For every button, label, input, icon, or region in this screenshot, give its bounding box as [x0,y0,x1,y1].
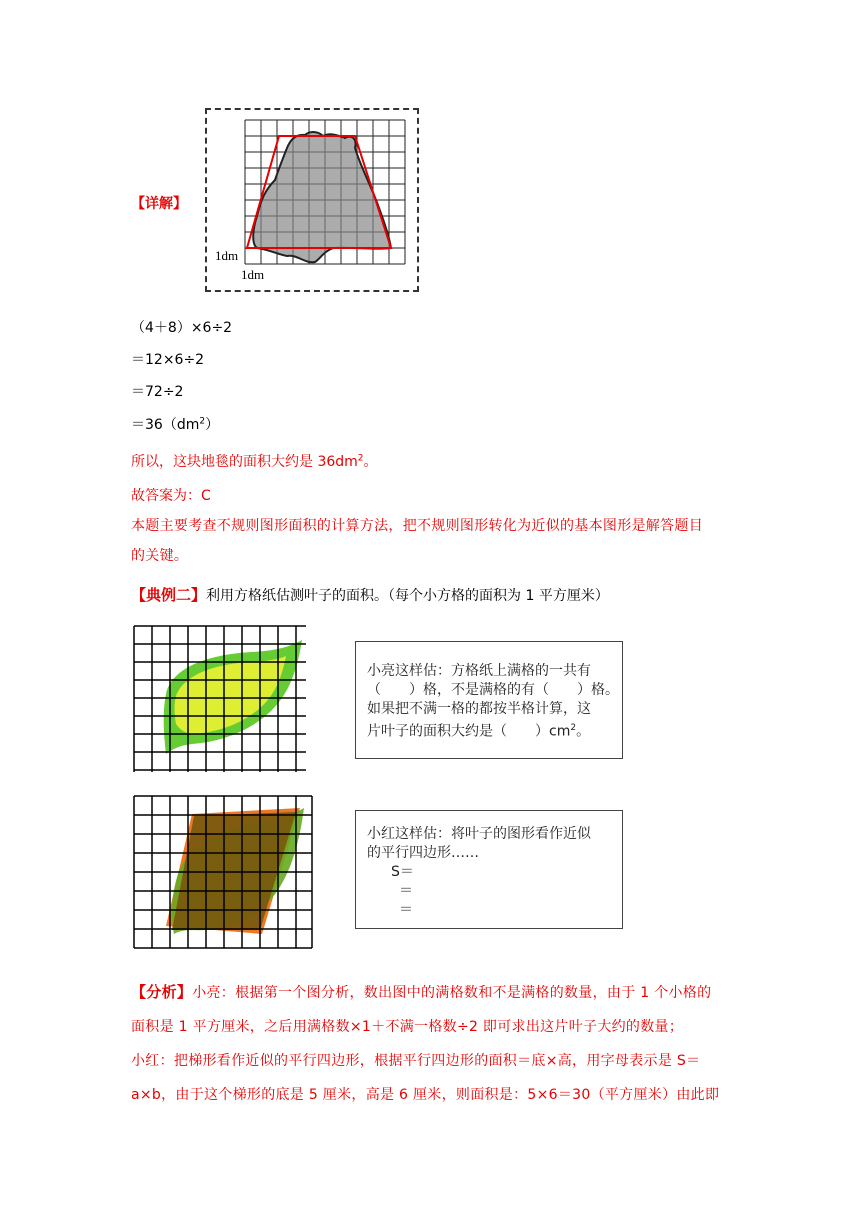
detail-label: 【详解】 [131,196,187,212]
xiaoliang-line-2: （ ）格，不是满格的有（ ）格。 [367,682,619,698]
analysis-line-4: a×b，由于这个梯形的底是 5 厘米，高是 6 厘米，则面积是：5×6＝30（平方厘米）由此即 [131,1087,720,1103]
xiaohong-box [355,810,623,929]
unit-label-left: 1dm [215,248,239,263]
xiaohong-line-1: 小红这样估：将叶子的图形看作近似 [367,826,591,842]
leaf-grid-2 [132,794,314,950]
summary-line-1: 本题主要考查不规则图形面积的计算方法，把不规则图形转化为近似的基本图形是解答题目 [131,518,703,534]
leaf-grid-1 [132,624,308,774]
xiaohong-line-5: ＝ [399,902,413,918]
calc-line-3: ＝72÷2 [131,384,184,400]
analysis-line-2: 面积是 1 平方厘米，之后用满格数×1＋不满一格数÷2 即可求出这片叶子大约的数量； [131,1019,684,1035]
answer: 故答案为：C [131,488,211,504]
xiaoliang-line-3: 如果把不满一格的都按半格计算，这 [367,701,591,717]
xiaohong-line-4: ＝ [399,883,413,899]
example2-heading: 【典例二】利用方格纸估测叶子的面积。（每个小方格的面积为 1 平方厘米） [131,586,609,604]
unit-label-bottom: 1dm [241,267,265,282]
conclusion: 所以，这块地毯的面积大约是 $36dm^2$。 [131,453,378,470]
xiaoliang-line-4: 片叶子的面积大约是（ ）$cm^2$。 [367,723,591,740]
calc-line-4: $=36(dm^2)$ [131,416,220,433]
xiaoliang-line-1: 小亮这样估：方格纸上满格的一共有 [367,663,591,679]
carpet-grid-figure [205,108,419,292]
xiaoliang-box [355,641,623,759]
analysis-line-3: 小红：把梯形看作近似的平行四边形，根据平行四边形的面积＝底×高，用字母表示是 S＝ [131,1053,701,1069]
analysis-line-1: 【分析】小亮：根据第一个图分析，数出图中的满格数和不是满格的数量，由于 1 个小格的 [131,983,712,1001]
xiaohong-line-3: S＝ [391,864,414,880]
summary [131,511,731,571]
calc-line-2: ＝12×6÷2 [131,352,205,368]
analysis [131,975,731,1112]
carpet-figure-frame [205,108,419,292]
summary-line-2: 的关键。 [131,548,189,564]
xiaohong-line-2: 的平行四边形…… [367,845,479,861]
calc-line-1: （4＋8）×6÷2 [131,320,233,336]
